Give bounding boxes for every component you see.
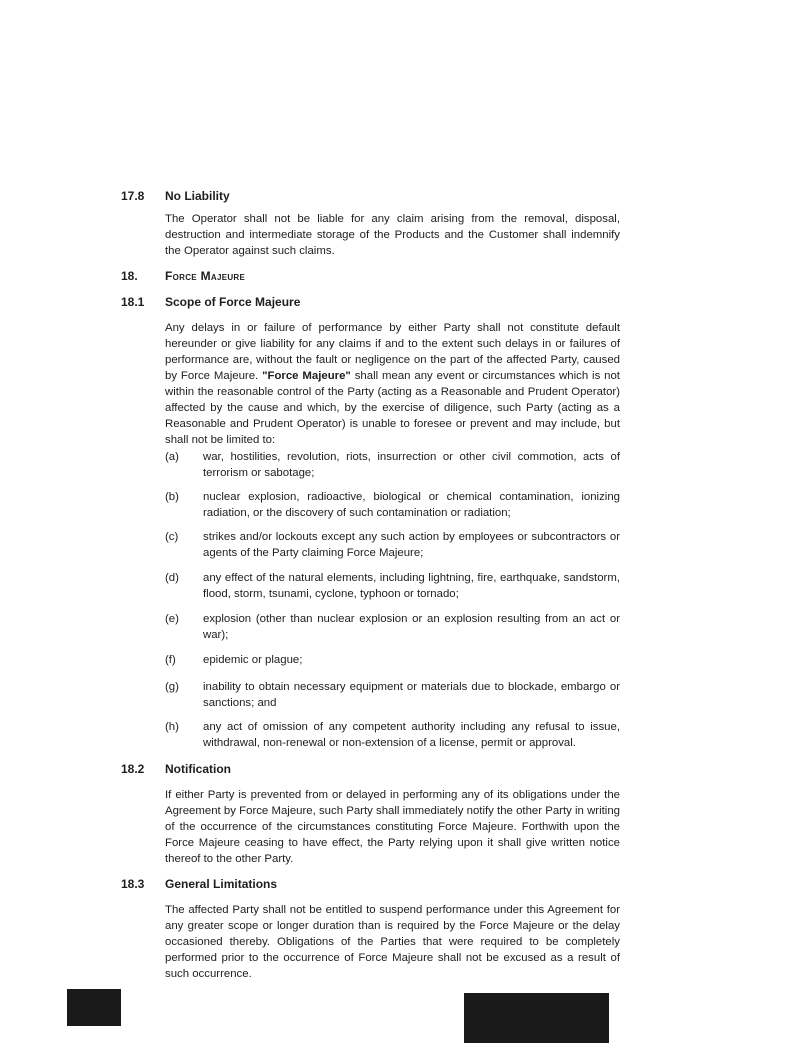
list-item-label: (d) [165,572,179,584]
list-item-text: explosion (other than nuclear explosion or an explosion resulting from an act or war); [203,613,620,641]
list-item-text: any act of omission of any competent authority including any refusal to issue, withdrawal, non-renewal or non-extension of a license, permit or approval. [203,721,620,749]
section-18-1-text-after: shall mean any event or circumstances which is not within the reasonable control of the Party (acting as a Reasonable and Prudent Operator) affected by the cause and which, by the exercise of diligence, such Party (acting as a Reasonable and Prudent Operator) is unable to foresee or prevent and may include, but shall not be limited to: [165,370,620,446]
list-item-label: (b) [165,491,179,503]
redaction-block-left [67,989,121,1026]
list-item-text: strikes and/or lockouts except any such action by employees or subcontractors or agents of the Party claiming Force Majeure; [203,531,620,559]
force-majeure-defined-term: "Force Majeure" [262,370,351,382]
section-17-8-number: 17.8 [121,189,145,203]
list-item-text: war, hostilities, revolution, riots, insurrection or other civil commotion, acts of terrorism or sabotage; [203,451,620,479]
section-18-title: Force Majeure [165,269,246,283]
list-item-label: (c) [165,531,179,543]
section-18-3-text: The affected Party shall not be entitled to suspend performance under this Agreement for any greater scope or longer duration than is required by the Force Majeure or the delay occasioned thereby. Obligations of the Parties that were required to be completely performed prior to the occurrence of Force Majeure shall not be excused as a result of such occurrence. [165,904,620,980]
redaction-block-right [464,993,609,1043]
section-18-1-text [165,320,620,448]
section-18-1-text-before: Any delays in or failure of performance by either Party shall not constitute default hereunder or give liability for any claims if and to the extent such delays in or failures of performance are, without the fault or negligence on the part of the affected Party, caused by Force Majeure. [165,322,620,382]
list-item-label: (g) [165,681,179,693]
section-18-1-number: 18.1 [121,295,145,309]
section-17-8-text: The Operator shall not be liable for any claim arising from the removal, disposal, destruction and intermediate storage of the Products and the Customer shall indemnify the Operator against such claims. [165,213,620,257]
section-17-8-title: No Liability [165,189,230,203]
list-item-text: inability to obtain necessary equipment or materials due to blockade, embargo or sanctions; and [203,681,620,709]
list-item-label: (a) [165,451,179,463]
section-18-2-title: Notification [165,762,231,776]
list-item-text: any effect of the natural elements, including lightning, fire, earthquake, sandstorm, flood, storm, tsunami, cyclone, typhoon or tornado; [203,572,620,600]
list-item-label: (f) [165,654,176,666]
section-18-3-number: 18.3 [121,877,145,891]
section-18-number: 18. [121,269,138,283]
list-item-label: (h) [165,721,179,733]
section-18-2-number: 18.2 [121,762,145,776]
list-item-text: epidemic or plague; [203,654,303,666]
list-item-label: (e) [165,613,179,625]
section-18-1-title: Scope of Force Majeure [165,295,301,309]
section-18-3-title: General Limitations [165,877,278,891]
section-18-2-text: If either Party is prevented from or delayed in performing any of its obligations under the Agreement by Force Majeure, such Party shall immediately notify the other Party in writing of the occurrence of the circumstances constituting Force Majeure. Forthwith upon the Force Majeure ceasing to have effect, the Party relying upon it shall give written notice thereof to the other Party. [165,789,620,865]
list-item-text: nuclear explosion, radioactive, biological or chemical contamination, ionizing radiation, or the discovery of such contamination or radiation; [203,491,620,519]
